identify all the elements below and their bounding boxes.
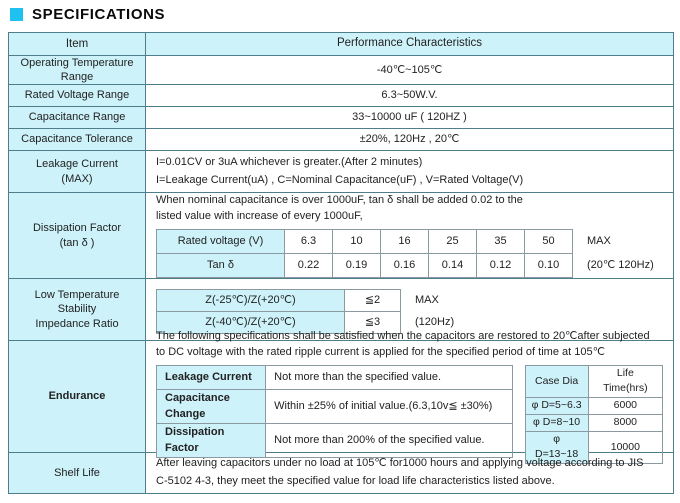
leakage-legend-line: I=Leakage Current(uA) , C=Nominal Capacitance(uF) , V=Rated Voltage(V): [156, 173, 524, 186]
label-dissipation-factor: [9, 193, 146, 278]
value-endurance: [146, 329, 673, 461]
row-rated-voltage-range: [9, 85, 673, 107]
voltage-cell: 50: [525, 229, 573, 253]
life-time-header-row: [525, 365, 662, 398]
tan-delta-value-row: [157, 253, 573, 277]
case-dia-value: φ D=13~18: [525, 431, 588, 464]
row-capacitance-tolerance: [9, 129, 673, 151]
label-low-temp-line2: Impedance Ratio: [35, 317, 119, 330]
label-leakage-current-line1: Leakage Current: [36, 158, 118, 171]
row-endurance: [9, 329, 673, 461]
tan-delta-row-label: Tan δ: [157, 253, 285, 277]
leakage-formula-line: I=0.01CV or 3uA whichever is greater.(After 2 minutes): [156, 155, 423, 168]
tan-value-cell: 0.10: [525, 253, 573, 277]
tan-value-cell: 0.19: [333, 253, 381, 277]
dissipation-note-line2: listed value with increase of every 1000uF,: [156, 210, 363, 222]
endurance-spec-table: [156, 365, 513, 458]
label-capacitance-range: Capacitance Range: [9, 107, 146, 128]
tan-delta-voltage-row: [157, 229, 573, 253]
label-rated-voltage-range: Rated Voltage Range: [9, 85, 146, 106]
dissipation-note: [156, 193, 663, 225]
low-temp-max-label: MAX: [415, 294, 439, 306]
label-operating-temperature-range: Operating Temperature Range: [9, 56, 146, 84]
impedance-ratio-row: [157, 290, 401, 312]
value-dissipation-factor: [146, 193, 673, 278]
label-low-temp-line1: Low Temperature Stability: [34, 289, 120, 316]
tan-delta-header-cell: Rated voltage (V): [157, 229, 285, 253]
case-dia-value: φ D=8~10: [525, 414, 588, 431]
low-temp-annotation: [415, 289, 454, 333]
value-leakage-current: [146, 151, 673, 192]
voltage-cell: 6.3: [285, 229, 333, 253]
endurance-note: [156, 329, 663, 361]
section-title: [10, 6, 680, 23]
dissipation-note-line1: When nominal capacitance is over 1000uF, tan δ shall be added 0.02 to the: [156, 194, 523, 207]
tan-delta-table: [156, 229, 573, 278]
life-time-value: 8000: [588, 414, 662, 431]
dissipation-condition-label: (20℃ 120Hz): [587, 258, 654, 271]
row-leakage-current: [9, 151, 673, 193]
voltage-cell: 10: [333, 229, 381, 253]
dissipation-max-label: MAX: [587, 234, 611, 247]
dissipation-annotation: [587, 229, 654, 277]
label-leakage-current-line2: (MAX): [61, 172, 93, 185]
impedance-ratio-value: ≦3: [345, 312, 401, 334]
table-header-row: [9, 33, 673, 56]
life-time-header: Life Time(hrs): [588, 365, 662, 398]
endurance-spec-name: Capacitance Change: [157, 389, 266, 423]
tan-value-cell: 0.22: [285, 253, 333, 277]
value-shelf-life: [146, 453, 673, 493]
impedance-ratio-value: ≦2: [345, 290, 401, 312]
life-time-row: [525, 414, 662, 431]
label-shelf-life: Shelf Life: [9, 453, 146, 493]
endurance-spec-value: Within ±25% of initial value.(6.3,10v≦ ±30%): [266, 389, 512, 423]
tan-value-cell: 0.12: [477, 253, 525, 277]
case-dia-value: φ D=5~6.3: [525, 398, 588, 415]
row-dissipation-factor: [9, 193, 673, 279]
row-shelf-life: [9, 453, 673, 493]
specifications-table: [8, 32, 674, 494]
value-operating-temperature-range: -40℃~105℃: [376, 63, 443, 76]
endurance-spec-value: Not more than 200% of the specified value.: [266, 423, 512, 457]
label-endurance-text: Endurance: [48, 390, 106, 403]
life-time-value: 10000: [588, 431, 662, 464]
page-title: SPECIFICATIONS: [32, 6, 166, 23]
low-temp-condition-label: (120Hz): [415, 316, 455, 328]
case-dia-header: Case Dia: [525, 365, 588, 398]
voltage-cell: 25: [429, 229, 477, 253]
value-capacitance-range: 33~10000 uF ( 120HZ ): [352, 111, 467, 124]
impedance-ratio-table: [156, 289, 401, 334]
impedance-ratio-label: Z(-40℃)/Z(+20℃): [157, 312, 345, 334]
endurance-spec-row: [157, 389, 513, 423]
life-time-row: [525, 398, 662, 415]
life-time-table: [525, 365, 663, 465]
header-performance-characteristics: Performance Characteristics: [146, 33, 673, 55]
voltage-cell: 16: [381, 229, 429, 253]
label-capacitance-tolerance: Capacitance Tolerance: [9, 129, 146, 150]
tan-value-cell: 0.14: [429, 253, 477, 277]
section-bullet-icon: [10, 8, 23, 21]
endurance-spec-value: Not more than the specified value.: [266, 365, 512, 389]
endurance-spec-name: Leakage Current: [157, 365, 266, 389]
row-operating-temperature-range: [9, 56, 673, 85]
impedance-ratio-label: Z(-25℃)/Z(+20℃): [157, 290, 345, 312]
value-capacitance-tolerance: ±20%, 120Hz , 20℃: [359, 133, 460, 146]
label-dissipation-factor-line1: Dissipation Factor: [32, 222, 122, 235]
life-time-value: 6000: [588, 398, 662, 415]
label-endurance: [9, 341, 146, 452]
endurance-note-line2: to DC voltage with the rated ripple current is applied for the specified period of time at 105℃: [156, 345, 605, 358]
voltage-cell: 35: [477, 229, 525, 253]
tan-value-cell: 0.16: [381, 253, 429, 277]
endurance-spec-row: [157, 365, 513, 389]
label-dissipation-factor-line2: (tan δ ): [59, 236, 95, 249]
shelf-life-line1: After leaving capacitors under no load at 105℃ for1000 hours and applying voltage according to JIS: [156, 457, 644, 470]
shelf-life-line2: C-5102 4-3, they meet the specified value for load life characteristics listed above.: [156, 475, 555, 487]
value-rated-voltage-range: 6.3~50W.V.: [381, 89, 438, 102]
endurance-spec-name: Dissipation Factor: [157, 423, 266, 457]
header-item: Item: [9, 33, 146, 55]
label-low-temperature-stability: [9, 279, 146, 340]
label-leakage-current: [9, 151, 146, 192]
row-capacitance-range: [9, 107, 673, 129]
endurance-note-line1: The following specifications shall be satisfied when the capacitors are restored to 20℃after subjected: [156, 329, 650, 342]
